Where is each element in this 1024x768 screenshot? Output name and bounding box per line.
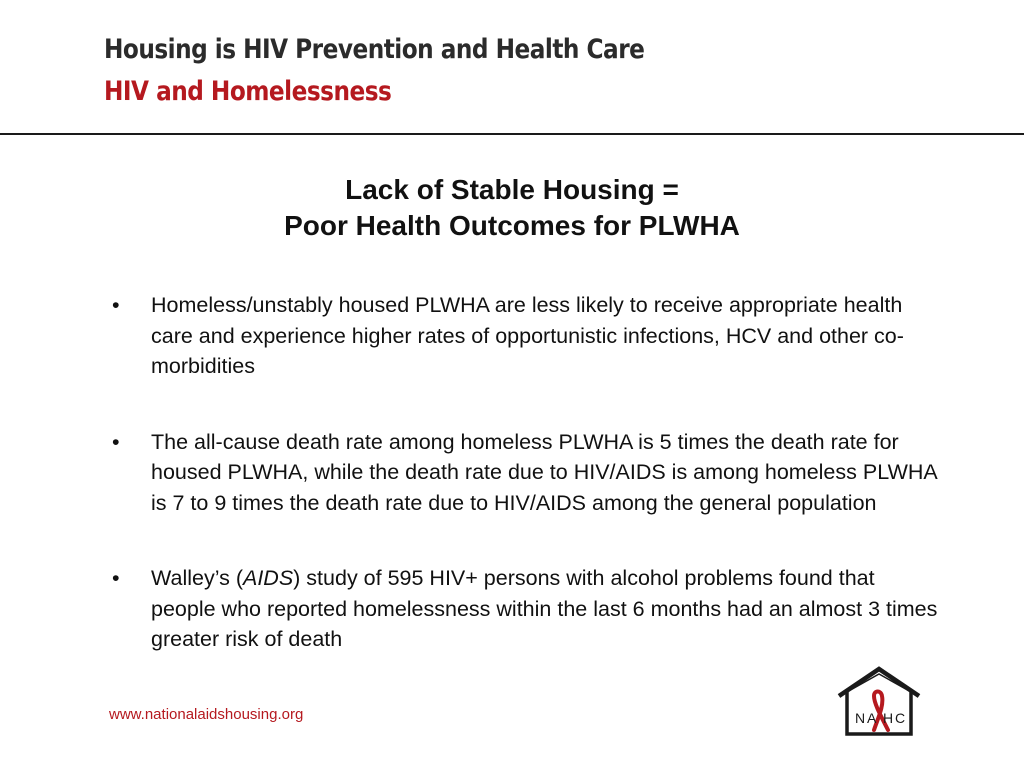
header-title: Housing is HIV Prevention and Health Care — [104, 34, 645, 65]
bullet-marker: • — [112, 566, 120, 590]
slide-title-line-1: Lack of Stable Housing = — [345, 174, 679, 205]
slide-title-line-2: Poor Health Outcomes for PLWHA — [284, 210, 740, 241]
bullet-list — [112, 290, 942, 700]
bullet-item — [112, 290, 942, 382]
header-divider — [0, 133, 1024, 135]
bullet-item — [112, 563, 942, 655]
bullet-text — [151, 566, 937, 651]
header-subtitle: HIV and Homelessness — [104, 76, 392, 107]
bullet-text: Homeless/unstably housed PLWHA are less likely to receive appropriate health care and experience higher rates of opportunistic infections, HCV and other co-morbidities — [151, 293, 904, 378]
bullet-marker: • — [112, 429, 120, 454]
footer-url-link[interactable]: www.nationalaidshousing.org — [109, 706, 304, 723]
svg-text:H: H — [883, 710, 894, 726]
bullet-marker: • — [112, 293, 120, 317]
journal-name: AIDS — [242, 566, 294, 590]
bullet-item — [112, 427, 942, 519]
svg-text:A: A — [867, 710, 877, 726]
nahc-logo-icon — [836, 666, 922, 738]
slide-title — [0, 172, 1024, 244]
bullet-text-after: ) study of 595 HIV+ persons with alcohol problems found that people who reported homelessness within the last 6 months had an almost 3 times greater risk of death — [151, 566, 938, 651]
bullet-text-before: Walley’s ( — [151, 566, 243, 590]
svg-text:C: C — [895, 710, 906, 726]
svg-text:N: N — [855, 710, 866, 726]
bullet-text: The all-cause death rate among homeless PLWHA is 5 times the death rate for housed PLWHA, while the death rate due to HIV/AIDS is among homeless PLWHA is 7 to 9 times the death rate due to HIV/AIDS among the general population — [151, 429, 937, 515]
